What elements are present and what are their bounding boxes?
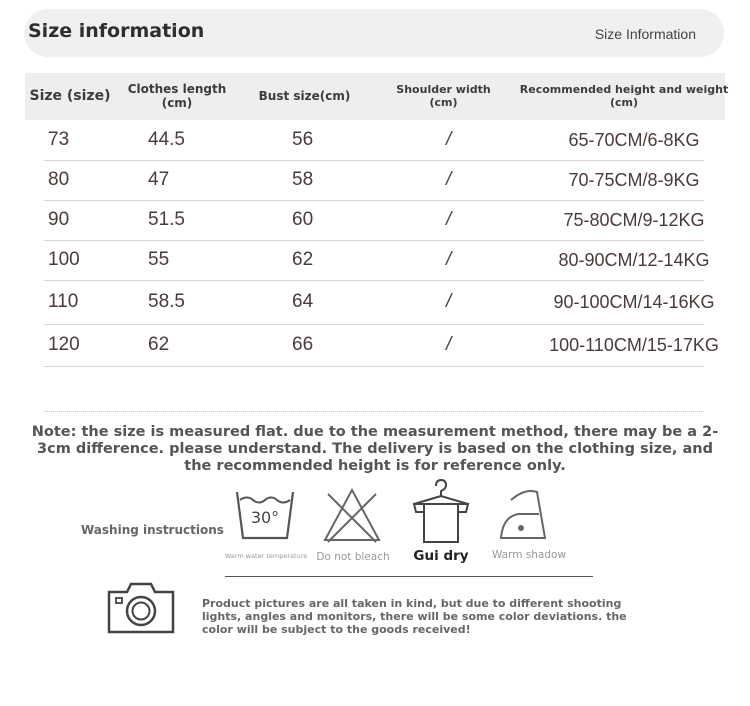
iron-icon [497, 488, 555, 546]
cell-shoulder: / [446, 129, 452, 150]
header-bust: Bust size(cm) [258, 88, 351, 103]
cell-length: 44.5 [148, 129, 185, 150]
cell-recommended: 65-70CM/6-8KG [568, 129, 700, 150]
cell-bust: 66 [292, 334, 314, 355]
cell-shoulder: / [446, 334, 452, 355]
header-recommended: Recommended height and weight (cm) [519, 83, 729, 109]
cell-length: 47 [148, 169, 170, 190]
divider [44, 411, 704, 412]
table-row [44, 280, 715, 325]
cell-bust: 56 [292, 129, 314, 150]
cell-shoulder: / [446, 291, 452, 312]
cell-recommended: 80-90CM/12-14KG [558, 249, 710, 270]
bleach-caption: Do not bleach [316, 551, 390, 563]
table-row [44, 325, 719, 367]
cell-recommended: 100-110CM/15-17KG [549, 334, 719, 355]
cell-bust: 64 [292, 291, 314, 312]
cell-length: 62 [148, 334, 170, 355]
header-size: Size (size) [29, 87, 111, 104]
table-row [44, 200, 704, 241]
cell-length: 51.5 [148, 209, 185, 230]
washing-underline [225, 576, 593, 577]
wash-temp: 30° [250, 508, 280, 527]
cell-recommended: 75-80CM/9-12KG [563, 209, 705, 230]
cell-shoulder: / [446, 249, 452, 270]
cell-size: 90 [48, 209, 70, 230]
cell-bust: 58 [292, 169, 314, 190]
cell-bust: 60 [292, 209, 314, 230]
camera-icon [107, 580, 175, 634]
table-row [44, 160, 704, 201]
cell-length: 58.5 [148, 291, 185, 312]
cell-shoulder: / [446, 169, 452, 190]
no-bleach-icon [322, 486, 382, 546]
cell-size: 73 [48, 129, 70, 150]
cell-size: 80 [48, 169, 70, 190]
table-row [44, 120, 704, 161]
cell-bust: 62 [292, 249, 314, 270]
cell-length: 55 [148, 249, 170, 270]
header-bar [24, 9, 724, 57]
page-title: Size information [28, 20, 205, 42]
photo-note: Product pictures are all taken in kind, but due to different shooting lights, angles and monitors, there will be some color deviations. the color will be subject to the goods received! [202, 597, 627, 636]
cell-recommended: 90-100CM/14-16KG [553, 291, 715, 312]
dry-caption: Gui dry [413, 548, 469, 564]
table-row [44, 240, 710, 281]
cell-shoulder: / [446, 209, 452, 230]
size-note: Note: the size is measured flat. due to the measurement method, there may be a 2-3cm difference. please understand. The delivery is based on the clothing size, and the recommended height is for reference only. [31, 424, 719, 474]
cell-size: 100 [48, 249, 80, 270]
hang-dry-icon [410, 478, 472, 544]
cell-recommended: 70-75CM/8-9KG [568, 169, 700, 190]
table-header [25, 73, 729, 120]
wash-caption: Warm water temperature [224, 552, 308, 560]
header-shoulder: Shoulder width (cm) [396, 83, 491, 109]
page-subtitle: Size Information [594, 26, 696, 42]
header-length: Clothes length (cm) [127, 82, 227, 110]
cell-size: 120 [48, 334, 80, 355]
washing-label: Washing instructions [81, 523, 224, 537]
iron-caption: Warm shadow [491, 549, 567, 561]
cell-size: 110 [48, 291, 79, 312]
